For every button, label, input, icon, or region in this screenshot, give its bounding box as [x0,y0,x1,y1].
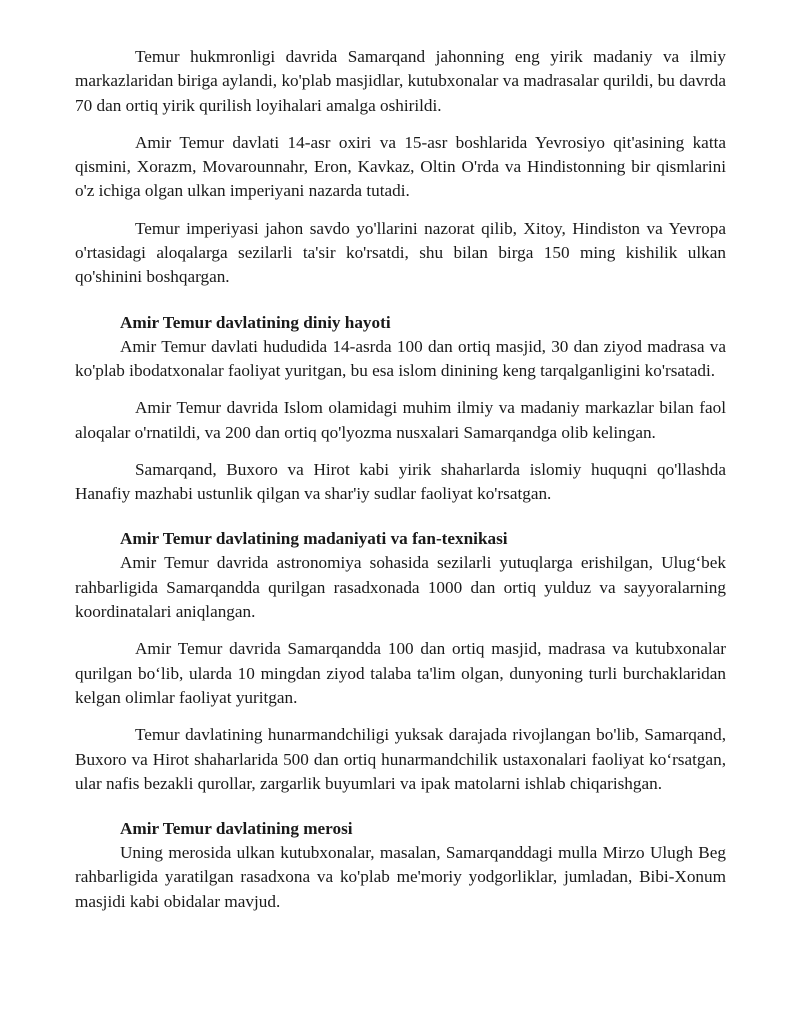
intro-paragraph: Temur hukmronligi davrida Samarqand jahonning eng yirik madaniy va ilmiy markazlaridan biriga aylandi, ko'plab masjidlar, kutubxonalar va madrasalar qurildi, bu davrda 70 dan ortiq yirik qurilish loyihalari amalga oshirildi. [75,47,726,115]
section-paragraph: Samarqand, Buxoro va Hirot kabi yirik shaharlarda islomiy huquqni qo'llashda Hanafiy mazhabi ustunlik qilgan va shar'iy sudlar faoliyat ko'rsatgan. [75,459,726,504]
section-paragraph: Uning merosida ulkan kutubxonalar, masalan, Samarqanddagi mulla Mirzo Ulugh Beg rahbarligida yaratilgan rasadxona va ko'plab me'moriy yodgorliklar, jumladan, Bibi-Xonum masjidi kabi obidalar mavjud. [75,843,726,911]
intro-paragraph: Amir Temur davlati 14-asr oxiri va 15-asr boshlarida Yevrosiyo qit'asining katta qismini, Xorazm, Movarounnahr, Eron, Kavkaz, Oltin O'rda va Hindistonning bir qismlarini o'z ichiga olgan ulkan imperiyani nazarda tutadi. [75,132,726,201]
section-paragraph: Amir Temur davrida Samarqandda 100 dan ortiq masjid, madrasa va kutubxonalar qurilgan bo‘lib, ularda 10 mingdan ziyod talaba ta'lim olgan, dunyoning turli burchaklaridan kelgan olimlar faoliyat yuritgan. [75,639,726,707]
section-paragraph: Temur davlatining hunarmandchiligi yuksak darajada rivojlangan bo'lib, Samarqand, Buxoro va Hirot shaharlarida 500 dan ortiq hunarmandchilik ustaxonalari faoliyat ko‘rsatgan, ular nafis bezakli qurollar, zargarlik buyumlari va ipak matolarni ishlab chiqarishgan. [75,725,726,793]
document-page [75,45,726,914]
section-heading-legacy: Amir Temur davlatining merosi [120,819,353,839]
section-heading-religious-life: Amir Temur davlatining diniy hayoti [120,312,391,332]
section-paragraph: Amir Temur davlati hududida 14-asrda 100 dan ortiq masjid, 30 dan ziyod madrasa va ko'plab ibodatxonalar faoliyat yuritgan, bu esa islom dinining keng tarqalganligini ko'rsatadi. [75,336,726,380]
section-paragraph: Amir Temur davrida astronomiya sohasida sezilarli yutuqlarga erishilgan, Ulug‘bek rahbarligida Samarqandda qurilgan rasadxonada 1000 dan ortiq yulduz va sayyoralarning koordinatalari aniqlangan. [75,553,726,622]
intro-paragraph: Temur imperiyasi jahon savdo yo'llarini nazorat qilib, Xitoy, Hindiston va Yevropa o'rtasidagi aloqalarga sezilarli ta'sir ko'rsatdi, shu bilan birga 150 ming kishilik ulkan qo'shinini boshqargan. [75,218,726,287]
section-paragraph: Amir Temur davrida Islom olamidagi muhim ilmiy va madaniy markazlar bilan faol aloqalar o'rnatildi, va 200 dan ortiq qo'lyozma nusxalari Samarqandga olib kelingan. [75,398,726,442]
section-heading-culture-science: Amir Temur davlatining madaniyati va fan-texnikasi [120,529,508,549]
